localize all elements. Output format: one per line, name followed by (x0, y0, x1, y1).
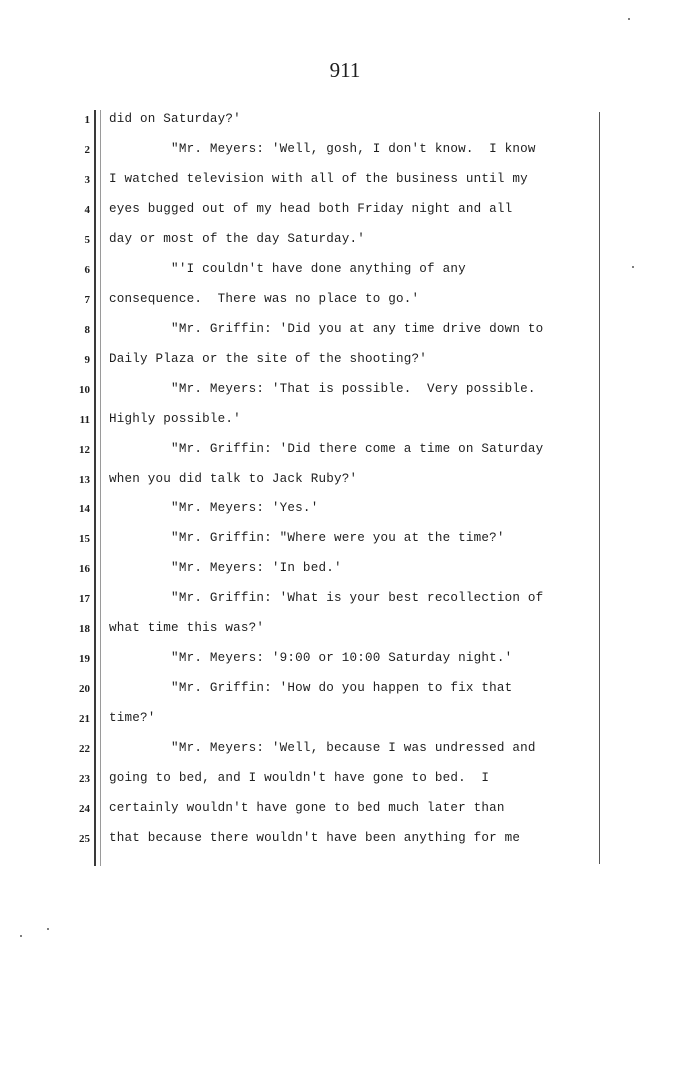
line-number: 11 (79, 414, 90, 426)
line-number: 2 (84, 144, 90, 156)
line-number: 3 (84, 174, 90, 186)
line-number: 4 (84, 204, 90, 216)
page-number: 911 (329, 58, 361, 82)
line-number: 5 (84, 234, 90, 246)
transcript-line: certainly wouldn't have gone to bed much later than (109, 801, 505, 815)
transcript-line: did on Saturday?' (109, 112, 241, 126)
transcript-line: Highly possible.' (109, 412, 241, 426)
transcript-line: day or most of the day Saturday.' (109, 232, 365, 246)
transcript-line: I watched television with all of the business until my (109, 172, 528, 186)
scan-speck (628, 18, 630, 20)
transcript-line: consequence. There was no place to go.' (109, 292, 420, 306)
transcript-line: when you did talk to Jack Ruby?' (109, 472, 358, 486)
transcript-line: "Mr. Meyers: 'Yes.' (109, 501, 319, 515)
line-number: 21 (79, 713, 90, 725)
scan-speck (20, 935, 22, 937)
transcript-line: "Mr. Griffin: 'How do you happen to fix that (109, 681, 513, 695)
line-number: 15 (79, 533, 90, 545)
right-margin-rule (599, 112, 600, 864)
transcript-line: "Mr. Griffin: 'What is your best recollection of (109, 591, 544, 605)
transcript-line: that because there wouldn't have been anything for me (109, 831, 521, 845)
line-number: 18 (79, 623, 90, 635)
transcript-line: "Mr. Griffin: 'Did you at any time drive down to (109, 322, 544, 336)
transcript-line: "Mr. Griffin: "Where were you at the time?' (109, 531, 505, 545)
transcript-line: what time this was?' (109, 621, 265, 635)
line-number: 6 (84, 264, 90, 276)
transcript-line: "Mr. Griffin: 'Did there come a time on Saturday (109, 442, 544, 456)
line-number: 14 (79, 503, 90, 515)
transcript-line: Daily Plaza or the site of the shooting?' (109, 352, 428, 366)
transcript-line: "Mr. Meyers: 'That is possible. Very possible. (109, 382, 536, 396)
scan-speck (632, 266, 634, 268)
transcript-line: "'I couldn't have done anything of any (109, 262, 466, 276)
line-number: 1 (84, 114, 90, 126)
transcript-line: time?' (109, 711, 156, 725)
transcript-line: eyes bugged out of my head both Friday night and all (109, 202, 513, 216)
line-number: 24 (79, 803, 90, 815)
line-number: 19 (79, 653, 90, 665)
line-number: 7 (84, 294, 90, 306)
line-number: 22 (79, 743, 90, 755)
line-number: 10 (79, 384, 90, 396)
line-number: 20 (79, 683, 90, 695)
line-number: 16 (79, 563, 90, 575)
line-number: 12 (79, 444, 90, 456)
line-number: 23 (79, 773, 90, 785)
transcript-line: "Mr. Meyers: 'Well, because I was undressed and (109, 741, 536, 755)
line-number: 25 (79, 833, 90, 845)
line-number: 13 (79, 474, 90, 486)
scan-speck (47, 928, 49, 930)
transcript-line: "Mr. Meyers: 'Well, gosh, I don't know. I know (109, 142, 536, 156)
transcript-line: "Mr. Meyers: '9:00 or 10:00 Saturday night.' (109, 651, 513, 665)
line-number: 9 (84, 354, 90, 366)
line-number: 17 (79, 593, 90, 605)
left-margin-rule (94, 110, 101, 866)
transcript-line: "Mr. Meyers: 'In bed.' (109, 561, 342, 575)
line-number: 8 (84, 324, 90, 336)
transcript-line: going to bed, and I wouldn't have gone to bed. I (109, 771, 490, 785)
